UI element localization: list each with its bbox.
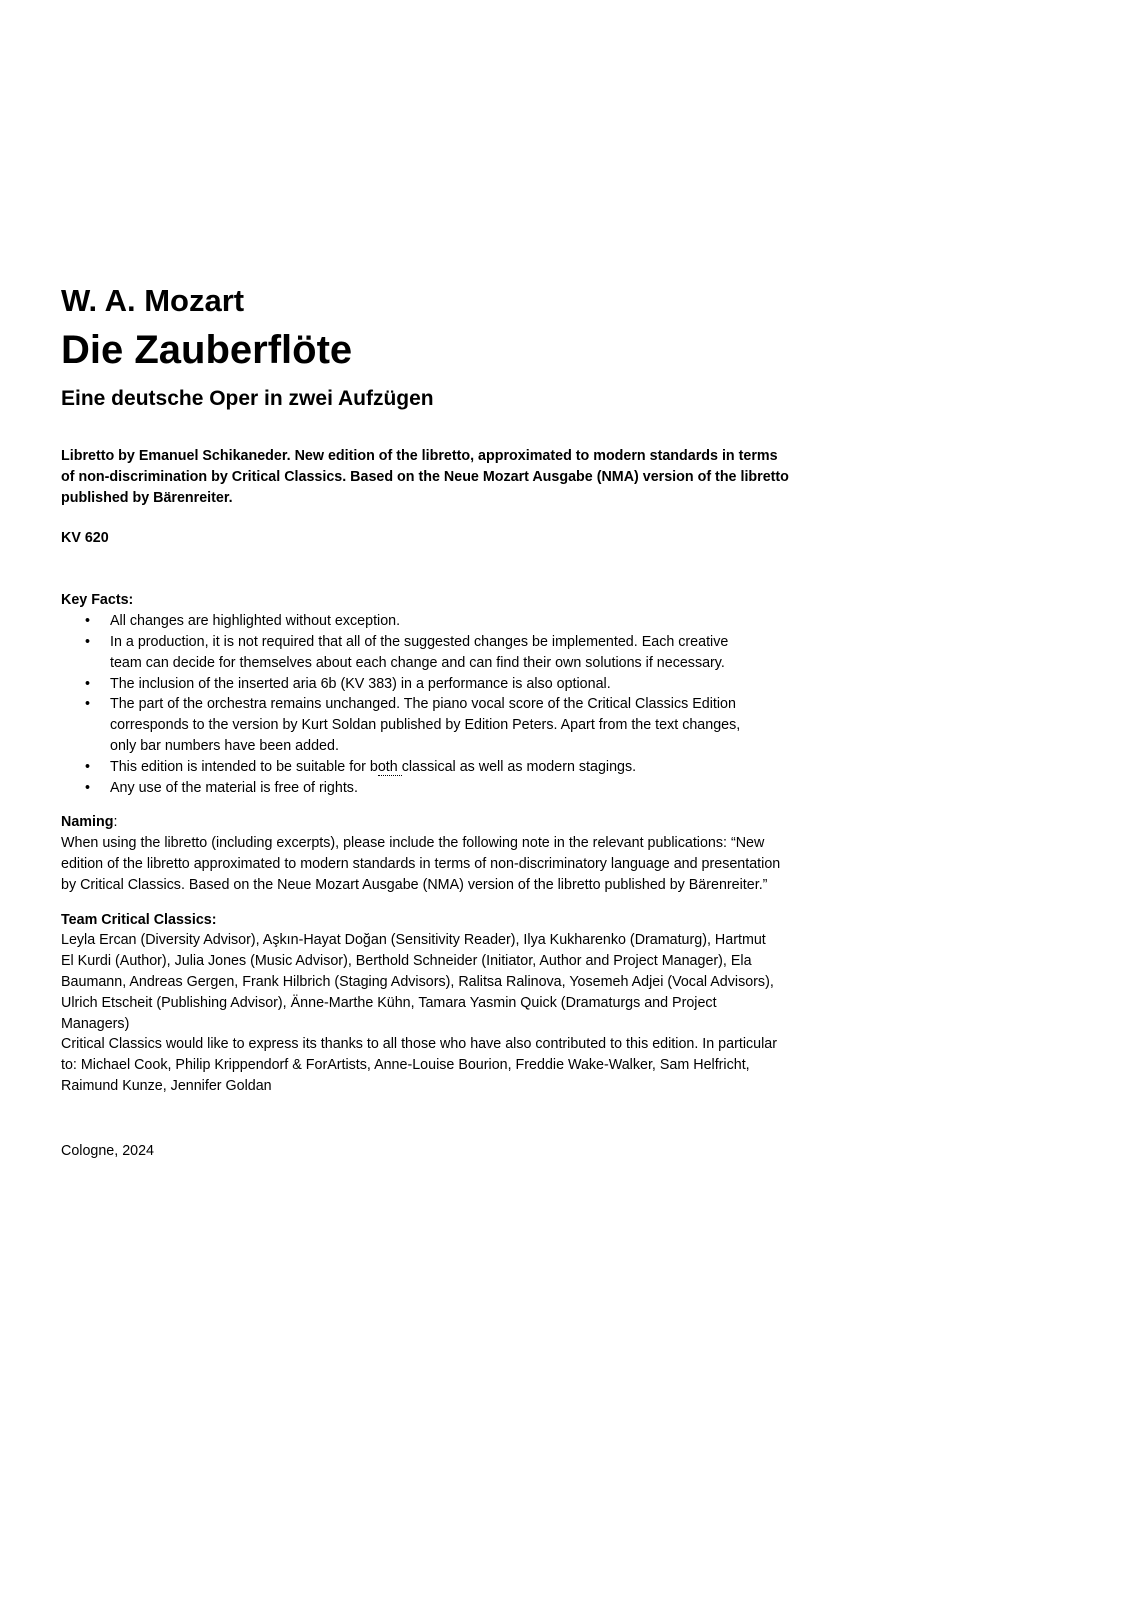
list-item: [61, 778, 750, 799]
key-facts-heading: Key Facts:: [61, 592, 134, 609]
list-item-text: All changes are highlighted without exception.: [110, 613, 401, 630]
list-item-text: The inclusion of the inserted aria 6b (KV 383) in a performance is also optional.: [110, 675, 611, 692]
list-item: [61, 632, 750, 674]
place-date: Cologne, 2024: [61, 1142, 155, 1159]
bullet-icon: •: [85, 758, 91, 775]
composer-name: W. A. Mozart: [61, 283, 245, 318]
list-item: [61, 674, 750, 695]
naming-heading: [61, 812, 791, 833]
list-item: [61, 611, 750, 632]
team-section: [61, 910, 791, 1097]
opera-subtitle: Eine deutsche Oper in zwei Aufzügen: [61, 387, 434, 410]
naming-section: [61, 812, 791, 895]
list-item: [61, 694, 750, 756]
team-members: Leyla Ercan (Diversity Advisor), Aşkın-Hayat Doğan (Sensitivity Reader), Ilya Kukharenko (Dramaturg), Hartmut El Kurdi (Author), Julia Jones (Music Advisor), Berthold Schneider (Initiator, Author and Project Manager), Ela Baumann, Andreas Gergen, Frank Hilbrich (Staging Advisors), Ralitsa Ralinova, Yosemeh Adjei (Vocal Advisors), Ulrich Etscheit (Publishing Advisor), Änne-Marthe Kühn, Tamara Yasmin Quick (Dramaturgs and Project Managers): [61, 932, 774, 1032]
naming-text: When using the libretto (including excerpts), please include the following note in the relevant publications: “New edition of the libretto approximated to modern standards in terms of non-discriminatory language and presentation by Critical Classics. Based on the Neue Mozart Ausgabe (NMA) version of the libretto published by Bärenreiter.”: [61, 835, 781, 893]
list-item-text-part: classical as well as modern stagings.: [401, 758, 637, 775]
bullet-icon: •: [85, 613, 91, 630]
list-item-text: Any use of the material is free of rights.: [110, 779, 358, 796]
team-thanks: Critical Classics would like to express its thanks to all those who have also contributed to this edition. In particular to: Michael Cook, Philip Krippendorf & ForArtists, Anne-Louise Bourion, Freddie Wake-Walker, Sam Helfricht, Raimund Kunze, Jennifer Goldan: [61, 1036, 777, 1094]
naming-heading-colon: :: [113, 814, 118, 831]
opera-title: Die Zauberflöte: [61, 328, 353, 372]
list-item-text: In a production, it is not required that all of the suggested changes be implemented. Each creative team can decide for themselves about each change and can find their own solutions if necessary.: [110, 633, 729, 671]
bullet-icon: •: [85, 779, 91, 796]
catalogue-number: KV 620: [61, 530, 109, 547]
bullet-icon: •: [85, 696, 91, 713]
team-heading: Team Critical Classics:: [61, 911, 217, 928]
list-item-text: The part of the orchestra remains unchanged. The piano vocal score of the Critical Classics Edition corresponds to the version by Kurt Soldan published by Edition Peters. Apart from the text changes, only bar numbers have been added.: [110, 696, 741, 754]
key-facts-list: [61, 611, 791, 798]
list-item-text: [110, 759, 636, 776]
list-item: [61, 757, 750, 778]
naming-heading-label: Naming: [61, 814, 114, 831]
key-facts-section: [61, 590, 791, 798]
list-item-text-part: This edition is intended to be suitable for b: [110, 758, 378, 775]
bullet-icon: •: [85, 633, 91, 650]
bullet-icon: •: [85, 675, 91, 692]
page-content: [61, 282, 791, 1161]
libretto-note: Libretto by Emanuel Schikaneder. New edition of the libretto, approximated to modern standards in terms of non-discrimination by Critical Classics. Based on the Neue Mozart Ausgabe (NMA) version of the libretto published by Bärenreiter.: [61, 448, 789, 506]
marked-text: oth: [377, 758, 402, 775]
